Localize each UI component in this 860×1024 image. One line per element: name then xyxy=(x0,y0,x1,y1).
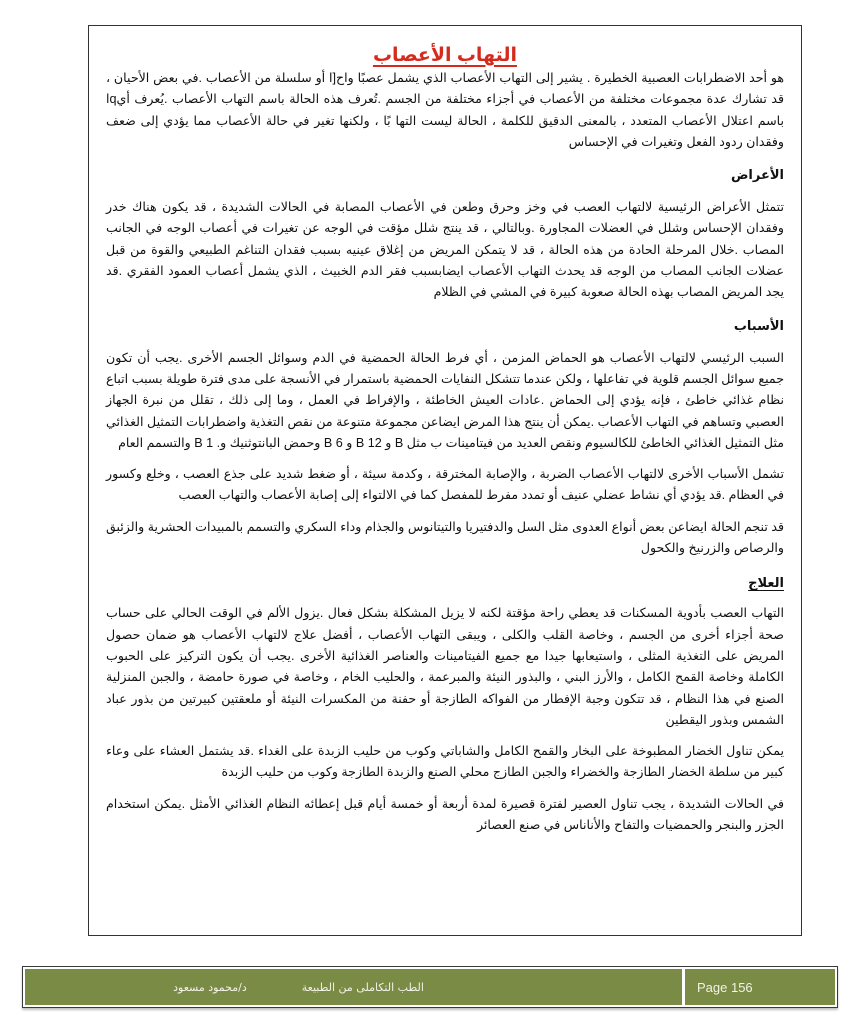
section-heading-causes: الأسباب xyxy=(733,317,784,333)
page-number: Page 156 xyxy=(697,979,753,995)
footer-title-cell xyxy=(25,969,682,1005)
page-footer xyxy=(22,966,838,1008)
treatment-paragraph-3: في الحالات الشديدة ، يجب تناول العصير لفترة قصيرة لمدة أربعة أو خمسة أيام قبل إعطائه النظام الغذائي الأمثل .يمكن استخدام الجزر والبنجر والحمضيات والتفاح والأناناس في صنع العصائر xyxy=(106,796,784,833)
intro-paragraph: هو أحد الاضطرابات العصبية الخطيرة . يشير إلى التهاب الأعصاب الذي يشمل عصبًا واح[ا أو سلسلة من الأعصاب .في بعض الأحيان ، قد تشارك عدة مجموعات مختلفة من الأعصاب في أجزاء مختلفة من الجسم .تُعرف هذه الحالة باسم التهاب الأعصاب .يُعرف أيqا باسم اعتلال الأعصاب المتعدد ، بالمعنى الدقيق للكلمة ، الحالة ليست التها بًا ، ولكنها تغير في حالة الأعصاب مما يؤدي إلى ضعف وفقدان ردود الفعل وتغيرات في الإحساس xyxy=(106,71,784,149)
footer-author: د/محمود مسعود xyxy=(173,980,247,994)
section-heading-symptoms: الأعراض xyxy=(730,167,784,183)
page-content-box xyxy=(88,25,802,936)
document-title: التهاب الأعصاب xyxy=(372,45,518,66)
causes-paragraph-2: تشمل الأسباب الأخرى لالتهاب الأعصاب الضربة ، والإصابة المخترقة ، وكدمة سيئة ، أو ضغط شديد على جذع العصب ، وخلع وكسور في العظام .قد يؤدي أي نشاط عضلي عنيف أو تمدد مفرط للمفصل كما في الالتواء إلى إصابة الأعصاب والتهاب العصب xyxy=(106,467,784,503)
treatment-paragraph-2: يمكن تناول الخضار المطبوخة على البخار والقمح الكامل والشاباتي وكوب من حليب الزبدة على الغداء .قد يشتمل العشاء على وعاء كبير من سلطة الخضار الطازجة والخضراء والجبن الطازج محلي الصنع والزبدة الطازجة وكوب من حليب الزبدة xyxy=(106,744,784,780)
footer-page-cell xyxy=(685,969,835,1005)
symptoms-paragraph: تتمثل الأعراض الرئيسية لالتهاب العصب في وخز وحرق وطعن في الأعصاب المصابة في الحالات الشديدة ، قد يكون هناك خدر وفقدان الإحساس وشلل في العضلات المجاورة .وبالتالي ، قد ينتج شلل مؤقت في الوجه عن تغيرات في أعصاب الوجه في الجانب المصاب .خلال المرحلة الحادة من هذه الحالة ، قد لا يتمكن المريض من إغلاق عينيه بسبب فقدان التناغم الطبيعي والقوة من قبل عضلات الجانب المصاب من الوجه قد يحدث التهاب الأعصاب ايضابسبب فقر الدم الخبيث ، الذي يشمل أعصاب العمود الفقري .قد يجد المريض المصاب بهذه الحالة صعوبة كبيرة في المشي في الظلام xyxy=(106,200,784,300)
footer-book-title: الطب التكاملى من الطبيعة xyxy=(301,980,424,994)
treatment-paragraph-1: التهاب العصب بأدوية المسكنات قد يعطي راحة مؤقتة لكنه لا يزيل المشكلة بشكل فعال .يزول الألم في الوقت الحالي على حساب صحة أجزاء أخرى من الجسم ، وخاصة القلب والكلى ، ويبقى التهاب الأعصاب ، أفضل علاج لالتهاب الأعصاب هو ضمان حصول المريض على التغذية المثلى ، واستيعابها جيدا مع جميع الفيتامينات والعناصر الغذائية الأخرى .يجب أن يكون التركيز على الحبوب الكاملة وخاصة القمح الكامل ، والأرز البني ، والبذور النيئة والمبرعمة ، والحليب الخام ، وخاصة في صورة حامضة ، والجبن المنزلية الصنع في هذا النظام ، قد تتكون وجبة الإفطار من الفواكه الطازجة أو حفنة من المكسرات النيئة أو ملعقتين كبيرتين من بذور عباد الشمس وبذور اليقطين xyxy=(106,606,784,727)
document-title-wrap xyxy=(106,30,784,68)
causes-paragraph-3: قد تنجم الحالة ايضاعن بعض أنواع العدوى مثل السل والدفتيريا والتيتانوس والجذام وداء السكري والتسمم بالمبيدات الحشرية والزئبق والرصاص والزرنيخ والكحول xyxy=(106,519,784,556)
section-heading-treatment: العلاج xyxy=(748,575,784,591)
causes-paragraph-1: السبب الرئيسي لالتهاب الأعصاب هو الحماض المزمن ، أي فرط الحالة الحمضية في الدم وسوائل الجسم الأخرى .يجب أن تكون جميع سوائل الجسم قلوية في تفاعلها ، ولكن عندما تتشكل النفايات الحمضية باستمرار في الأنسجة على مدى فترة طويلة بسبب اتباع نظام غذائي خاطئ ، فإنه يؤدي إلى الحماض .عادات العيش الخاطئة ، والإفراط في العمل ، وما إلى ذلك ، تقلل من نبرة الجهاز العصبي وتساهم في التهاب الأعصاب .يمكن أن ينتج هذا المرض ايضاعن مجموعة متنوعة من نقص التغذية واضطرابات التمثيل الغذائي مثل التمثيل الغذائي الخاطئ للكالسيوم ونقص العديد من فيتامينات ب مثل B و B 12 و B 6 وحمض البانتوثنيك و. B 1 والتسمم العام xyxy=(106,350,784,450)
